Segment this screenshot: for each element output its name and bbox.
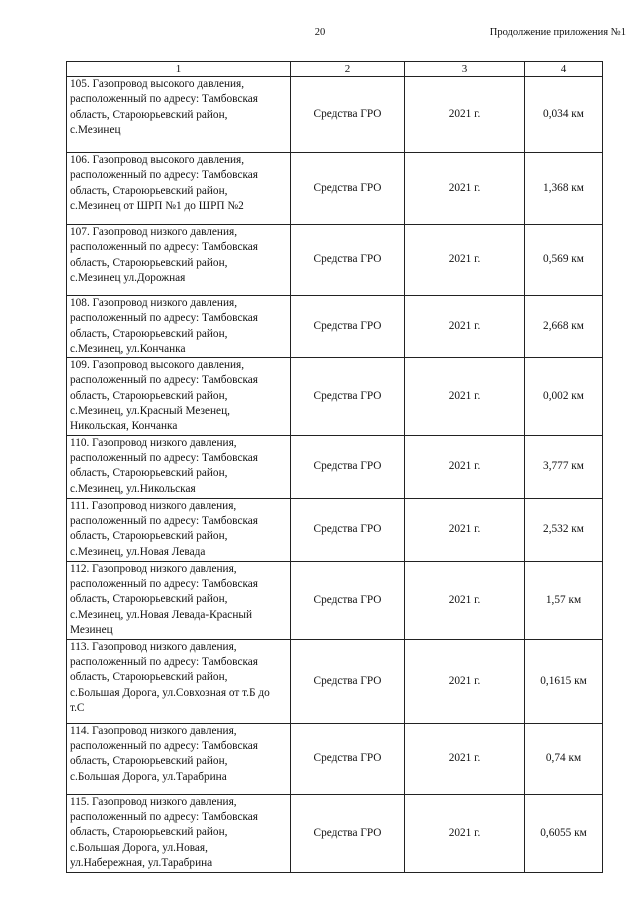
description-line: 107. Газопровод низкого давления, (70, 226, 238, 238)
description-line: 105. Газопровод высокого давления, (70, 78, 245, 90)
year-cell: 2021 г. (405, 77, 525, 153)
object-description-cell (67, 435, 291, 498)
length-cell: 0,034 км (525, 77, 603, 153)
description-line: Никольская, Кончанка (70, 420, 178, 433)
description-line: т.С (70, 701, 85, 714)
funding-source-cell: Средства ГРО (291, 561, 405, 639)
object-description-cell (67, 561, 291, 639)
year-cell: 2021 г. (405, 225, 525, 296)
funding-source-cell: Средства ГРО (291, 639, 405, 723)
object-description-cell (67, 296, 291, 358)
object-description-cell (67, 723, 291, 794)
description-line: с.Мезинец, ул.Новая Левада-Красный (70, 608, 253, 621)
funding-source-cell: Средства ГРО (291, 794, 405, 872)
funding-source-cell: Средства ГРО (291, 435, 405, 498)
register-table (66, 61, 603, 873)
table-row (67, 296, 603, 358)
table-row (67, 639, 603, 723)
description-line: 108. Газопровод низкого давления, (70, 297, 238, 309)
year-cell: 2021 г. (405, 435, 525, 498)
table-row (67, 77, 603, 153)
appendix-note: Продолжение приложения №1 (489, 27, 626, 38)
object-description-cell (67, 358, 291, 435)
description-line: ул.Набережная, ул.Тарабрина (70, 856, 213, 869)
column-header-2: 2 (291, 62, 405, 77)
description-line: 115. Газопровод низкого давления, (70, 795, 237, 808)
year-cell: 2021 г. (405, 153, 525, 225)
description-line: Мезинец (70, 623, 113, 636)
length-cell: 0,569 км (525, 225, 603, 296)
length-cell: 1,368 км (525, 153, 603, 225)
description-line: 112. Газопровод низкого давления, (70, 562, 237, 575)
table-row (67, 498, 603, 561)
description-line: область, Староюрьевский район, (70, 467, 228, 480)
object-description-cell (67, 153, 291, 225)
description-line: расположенный по адресу: Тамбовская (70, 241, 258, 254)
description-line: область, Староюрьевский район, (70, 671, 228, 684)
funding-source-cell: Средства ГРО (291, 225, 405, 296)
length-cell: 3,777 км (525, 435, 603, 498)
description-line: 110. Газопровод низкого давления, (70, 436, 237, 449)
description-line: 109. Газопровод высокого давления, (70, 359, 245, 372)
table-row (67, 225, 603, 296)
column-header-4: 4 (525, 62, 603, 77)
description-line: расположенный по адресу: Тамбовская (70, 312, 258, 325)
object-description-cell (67, 225, 291, 296)
description-line: область, Староюрьевский район, (70, 256, 228, 269)
length-cell: 2,532 км (525, 498, 603, 561)
table-row (67, 794, 603, 872)
funding-source-cell: Средства ГРО (291, 498, 405, 561)
year-cell: 2021 г. (405, 561, 525, 639)
description-line: 111. Газопровод низкого давления, (70, 499, 237, 512)
funding-source-cell: Средства ГРО (291, 358, 405, 435)
funding-source-cell: Средства ГРО (291, 296, 405, 358)
object-description-cell (67, 639, 291, 723)
object-description-cell (67, 794, 291, 872)
year-cell: 2021 г. (405, 723, 525, 794)
object-description-cell (67, 498, 291, 561)
length-cell: 0,002 км (525, 358, 603, 435)
length-cell: 2,668 км (525, 296, 603, 358)
year-cell: 2021 г. (405, 296, 525, 358)
column-header-3: 3 (405, 62, 525, 77)
column-number-row (67, 62, 603, 77)
length-cell: 0,1615 км (525, 639, 603, 723)
year-cell: 2021 г. (405, 498, 525, 561)
description-line: 113. Газопровод низкого давления, (70, 640, 237, 653)
column-header-1: 1 (67, 62, 291, 77)
length-cell: 0,74 км (525, 723, 603, 794)
year-cell: 2021 г. (405, 358, 525, 435)
description-line: 106. Газопровод высокого давления, (70, 154, 245, 166)
funding-source-cell: Средства ГРО (291, 723, 405, 794)
description-line: расположенный по адресу: Тамбовская (70, 514, 258, 527)
funding-source-cell: Средства ГРО (291, 77, 405, 153)
description-line: с.Мезинец, ул.Новая Левада (70, 545, 206, 558)
description-line: с.Мезинец, ул.Никольская (70, 482, 196, 495)
description-line: расположенный по адресу: Тамбовская (70, 374, 258, 387)
description-line: область, Староюрьевский район, (70, 530, 228, 543)
table-row (67, 153, 603, 225)
length-cell: 0,6055 км (525, 794, 603, 872)
description-line: расположенный по адресу: Тамбовская (70, 451, 258, 464)
object-description-cell (67, 77, 291, 153)
description-line: область, Староюрьевский район, (70, 826, 228, 839)
description-line: расположенный по адресу: Тамбовская (70, 655, 258, 668)
year-cell: 2021 г. (405, 794, 525, 872)
description-line: 114. Газопровод низкого давления, (70, 724, 237, 737)
description-line: с.Большая Дорога, ул.Тарабрина (70, 770, 227, 783)
funding-source-cell: Средства ГРО (291, 153, 405, 225)
table-row (67, 723, 603, 794)
description-line: с.Мезинец ул.Дорожная (70, 271, 186, 284)
description-line: с.Мезинец, ул.Кончанка (70, 342, 186, 355)
description-line: область, Староюрьевский район, (70, 108, 228, 121)
description-line: с.Мезинец от ШРП №1 до ШРП №2 (70, 199, 244, 212)
description-line: расположенный по адресу: Тамбовская (70, 169, 258, 182)
table-body (67, 77, 603, 873)
table-row (67, 358, 603, 435)
length-cell: 1,57 км (525, 561, 603, 639)
description-line: с.Большая Дорога, ул.Совхозная от т.Б до (70, 686, 270, 699)
description-line: область, Староюрьевский район, (70, 327, 228, 340)
description-line: расположенный по адресу: Тамбовская (70, 739, 258, 752)
description-line: расположенный по адресу: Тамбовская (70, 577, 258, 590)
description-line: расположенный по адресу: Тамбовская (70, 810, 258, 823)
description-line: область, Староюрьевский район, (70, 755, 228, 768)
page-number: 20 (314, 27, 326, 38)
description-line: область, Староюрьевский район, (70, 184, 228, 197)
description-line: с.Большая Дорога, ул.Новая, (70, 841, 208, 854)
description-line: с.Мезинец, ул.Красный Мезенец, (70, 405, 230, 418)
description-line: расположенный по адресу: Тамбовская (70, 93, 258, 106)
description-line: с.Мезинец (70, 123, 121, 136)
table-row (67, 561, 603, 639)
description-line: область, Староюрьевский район, (70, 593, 228, 606)
table-row (67, 435, 603, 498)
year-cell: 2021 г. (405, 639, 525, 723)
description-line: область, Староюрьевский район, (70, 389, 228, 402)
